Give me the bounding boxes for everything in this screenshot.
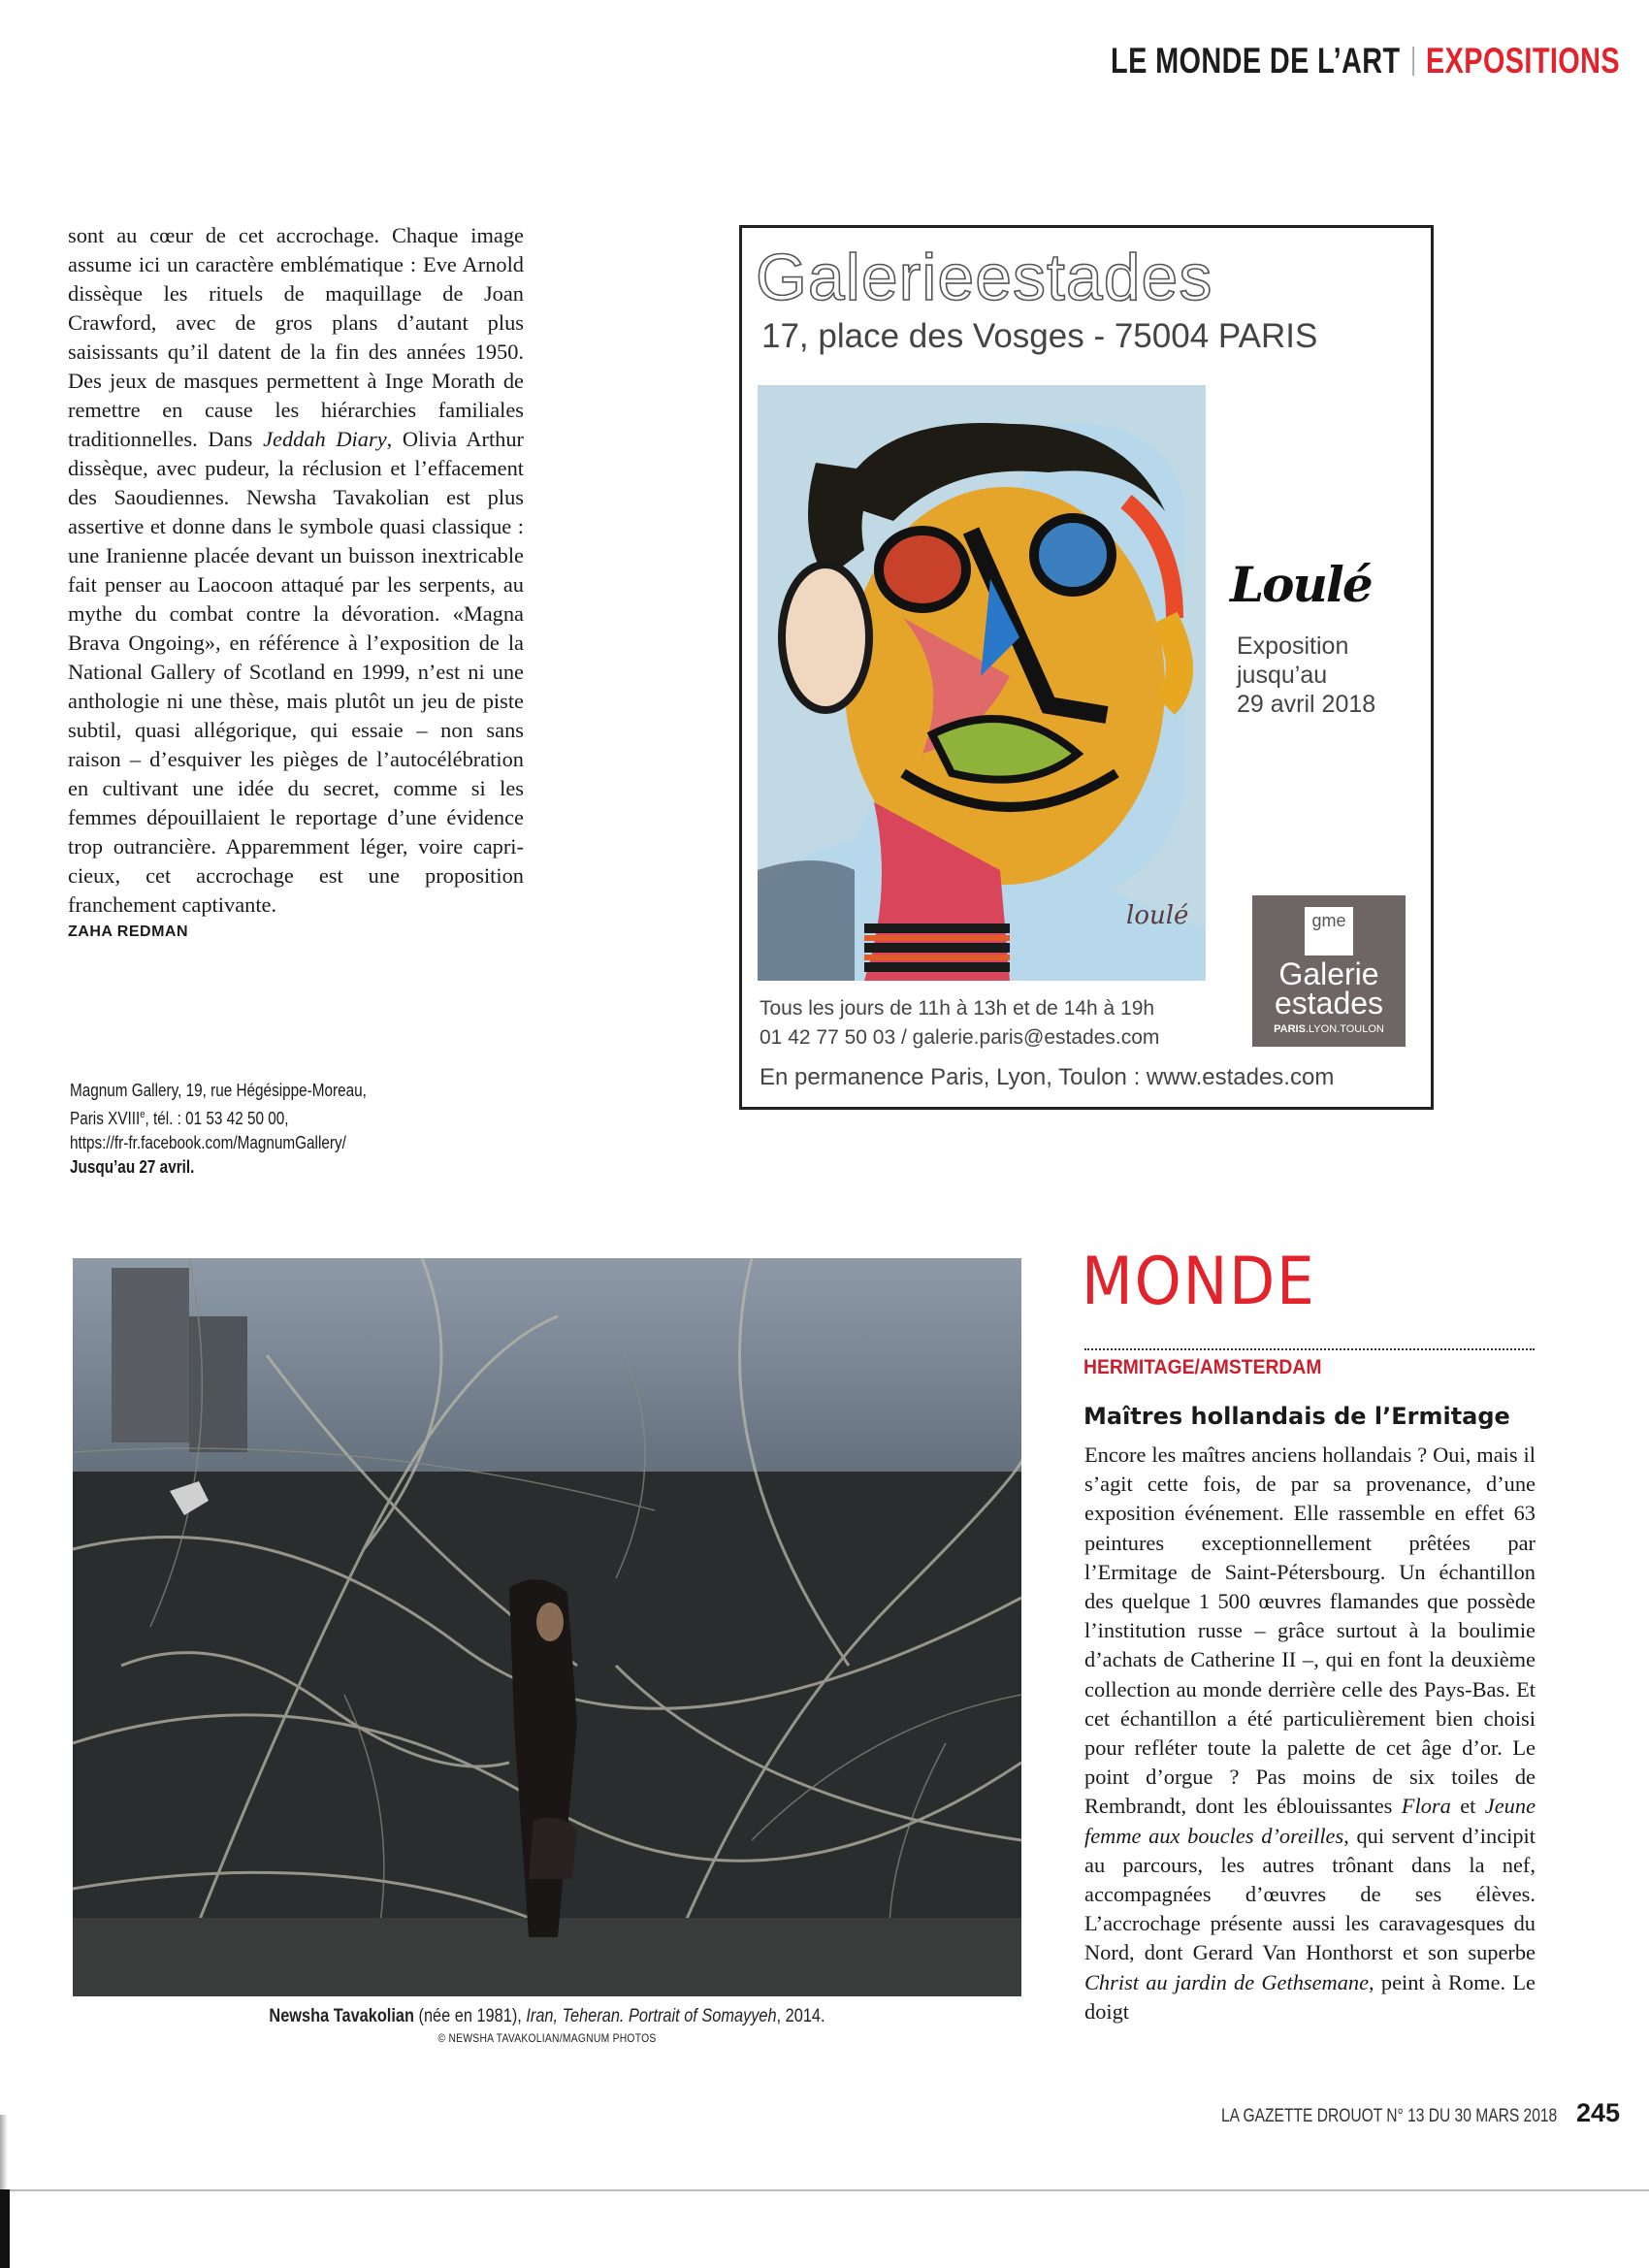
work-title: Jeddah Diary	[263, 427, 387, 451]
author-byline: ZAHA REDMAN	[68, 923, 189, 940]
work-title: Jeune femme aux boucles d’oreilles	[1084, 1794, 1536, 1848]
monde-article-body: Encore les maîtres anciens hollandais ? Oui, mais il s’agit cette fois, de par sa provenance, d’une exposition événement. Elle rassemble en effet 63 peintures exceptionnellement prêtées par l’Ermitage de Saint-Pétersbourg. Un échantillon des quelque 1 500 œuvres flamandes que possède l’institution russe – grâce surtout à la boulimie d’achats de Catherine II –, qui en font la deuxième collection au monde derrière celle des Pays-Bas. Et cet échantillon a été particulièrement bien choisi pour refléter toute la palette de cet âge d’or. Le point d’orgue ? Pas moins de six toiles de Rembrandt, dont les éblouissantes Flora et Jeune femme aux boucles d’oreilles, qui servent d’incipit au parcours, les autres trônant dans la nef, accompagnées d’œuvres de ses élèves. L’accrochage présente aussi les caravagesques du Nord, dont Gerard Van Honthorst et son superbe Christ au jardin de Gethsemane, peint à Rome. Le doigt	[1084, 1442, 1536, 2024]
work-title: Flora	[1401, 1794, 1451, 1819]
newsha-tavakolian-photo	[73, 1258, 1021, 1996]
running-header	[1111, 41, 1620, 81]
left-article-column	[68, 221, 524, 943]
header-divider	[1412, 47, 1414, 76]
article-body: sont au cœur de cet accrochage. Chaque image assume ici un caractère emblématique : Eve Arnold dissèque les rituels de maquillage de Joan Crawford, avec de gros plans d’autant plus saisissants qu’il datent de la fin des années 1950. Des jeux de masques permettent à Inge Morath de remettre en cause les hiérarchies familiales traditionnelles. Dans Jeddah Diary, Olivia Arthur dissèque, avec pudeur, la réclusion et l’effacement des Saoudiennes. Newsha Tavakolian est plus assertive et donne dans le symbole quasi classique : une Iranienne placée devant un buisson inextricable fait penser au Laocoon attaqué par les serpents, au mythe du combat contre la dévoration. «Magna Brava Ongoing», en référence à l’exposition de la National Gallery of Scotland en 1999, n’est ni une anthologie ni une thèse, mais plutôt un jeu de piste subtil, quasi allégorique, qui essaie – non sans raison – d’esquiver les pièges de l’autocélébration en cultivant une idée du secret, comme si les femmes dépouillaient le reportage d’une évidence trop outrancière. Apparemment léger, voire capricieux, cet accrochage est une proposition franchement captivante.	[68, 223, 525, 917]
scan-edge-bar	[0, 2189, 10, 2268]
painting-signature: loulé	[1126, 901, 1189, 930]
page-number: 245	[1575, 2098, 1620, 2127]
gme-monogram-icon: gme	[1305, 907, 1353, 956]
venue-address: Magnum Gallery, 19, rue Hégésippe-Moreau,	[70, 1081, 367, 1100]
ad-address: 17, place des Vosges - 75004 PARIS	[761, 317, 1318, 355]
category-name: EXPOSITIONS	[1426, 41, 1620, 81]
work-title: Christ au jardin de Gethsemane	[1084, 1969, 1370, 1994]
venue-url-link[interactable]: https://fr-fr.facebook.com/MagnumGallery/	[70, 1133, 346, 1152]
caption-artist: Newsha Tavakolian	[269, 2006, 414, 2026]
portrait-painting-image	[758, 385, 1206, 981]
section-name: LE MONDE DE L’ART	[1111, 41, 1401, 81]
page-footer	[1148, 2098, 1620, 2128]
article-title: Maîtres hollandais de l’Ermitage	[1083, 1403, 1510, 1430]
section-heading-monde: MONDE	[1082, 1244, 1316, 1320]
venue-city-phone: Paris XVIIIe, tél. : 01 53 42 50 00,	[70, 1109, 289, 1128]
gallery-advertisement	[739, 225, 1434, 1110]
gallery-logo: gme Galerie estades PARIS.LYON.TOULON	[1252, 895, 1406, 1047]
dotted-divider	[1084, 1348, 1535, 1350]
ad-contact[interactable]: 01 42 77 50 03 / galerie.paris@estades.com	[760, 1026, 1160, 1049]
venue-dates: Jusqu’au 27 avril.	[70, 1157, 195, 1177]
exhibition-dates: Exposition jusqu’au 29 avril 2018	[1237, 632, 1376, 718]
ad-opening-hours: Tous les jours de 11h à 13h et de 14h à 19h 01 42 77 50 03 / galerie.paris@estades.com	[760, 994, 1159, 1053]
scan-edge-shadow	[0, 2115, 8, 2189]
photo-caption: Newsha Tavakolian (née en 1981), Iran, Teheran. Portrait of Somayyeh, 2014. © NEWSHA TAVAKOLIAN/MAGNUM PHOTOS	[77, 2006, 1018, 2045]
venue-info	[70, 1079, 466, 1180]
photo-credit: © NEWSHA TAVAKOLIAN/MAGNUM PHOTOS	[437, 2031, 657, 2045]
scan-edge-line	[10, 2189, 1649, 2191]
caption-title: Iran, Teheran. Portrait of Somayyeh	[526, 2006, 777, 2026]
artist-signature: Loulé	[1230, 556, 1372, 613]
article-kicker: HERMITAGE/AMSTERDAM	[1083, 1356, 1322, 1378]
publication-info: LA GAZETTE DROUOT N° 13 DU 30 MARS 2018	[1220, 2106, 1557, 2126]
ad-brand-name: Galerieestades	[756, 241, 1213, 314]
ad-permanent-locations: En permanence Paris, Lyon, Toulon : www.estades.com	[760, 1064, 1335, 1090]
